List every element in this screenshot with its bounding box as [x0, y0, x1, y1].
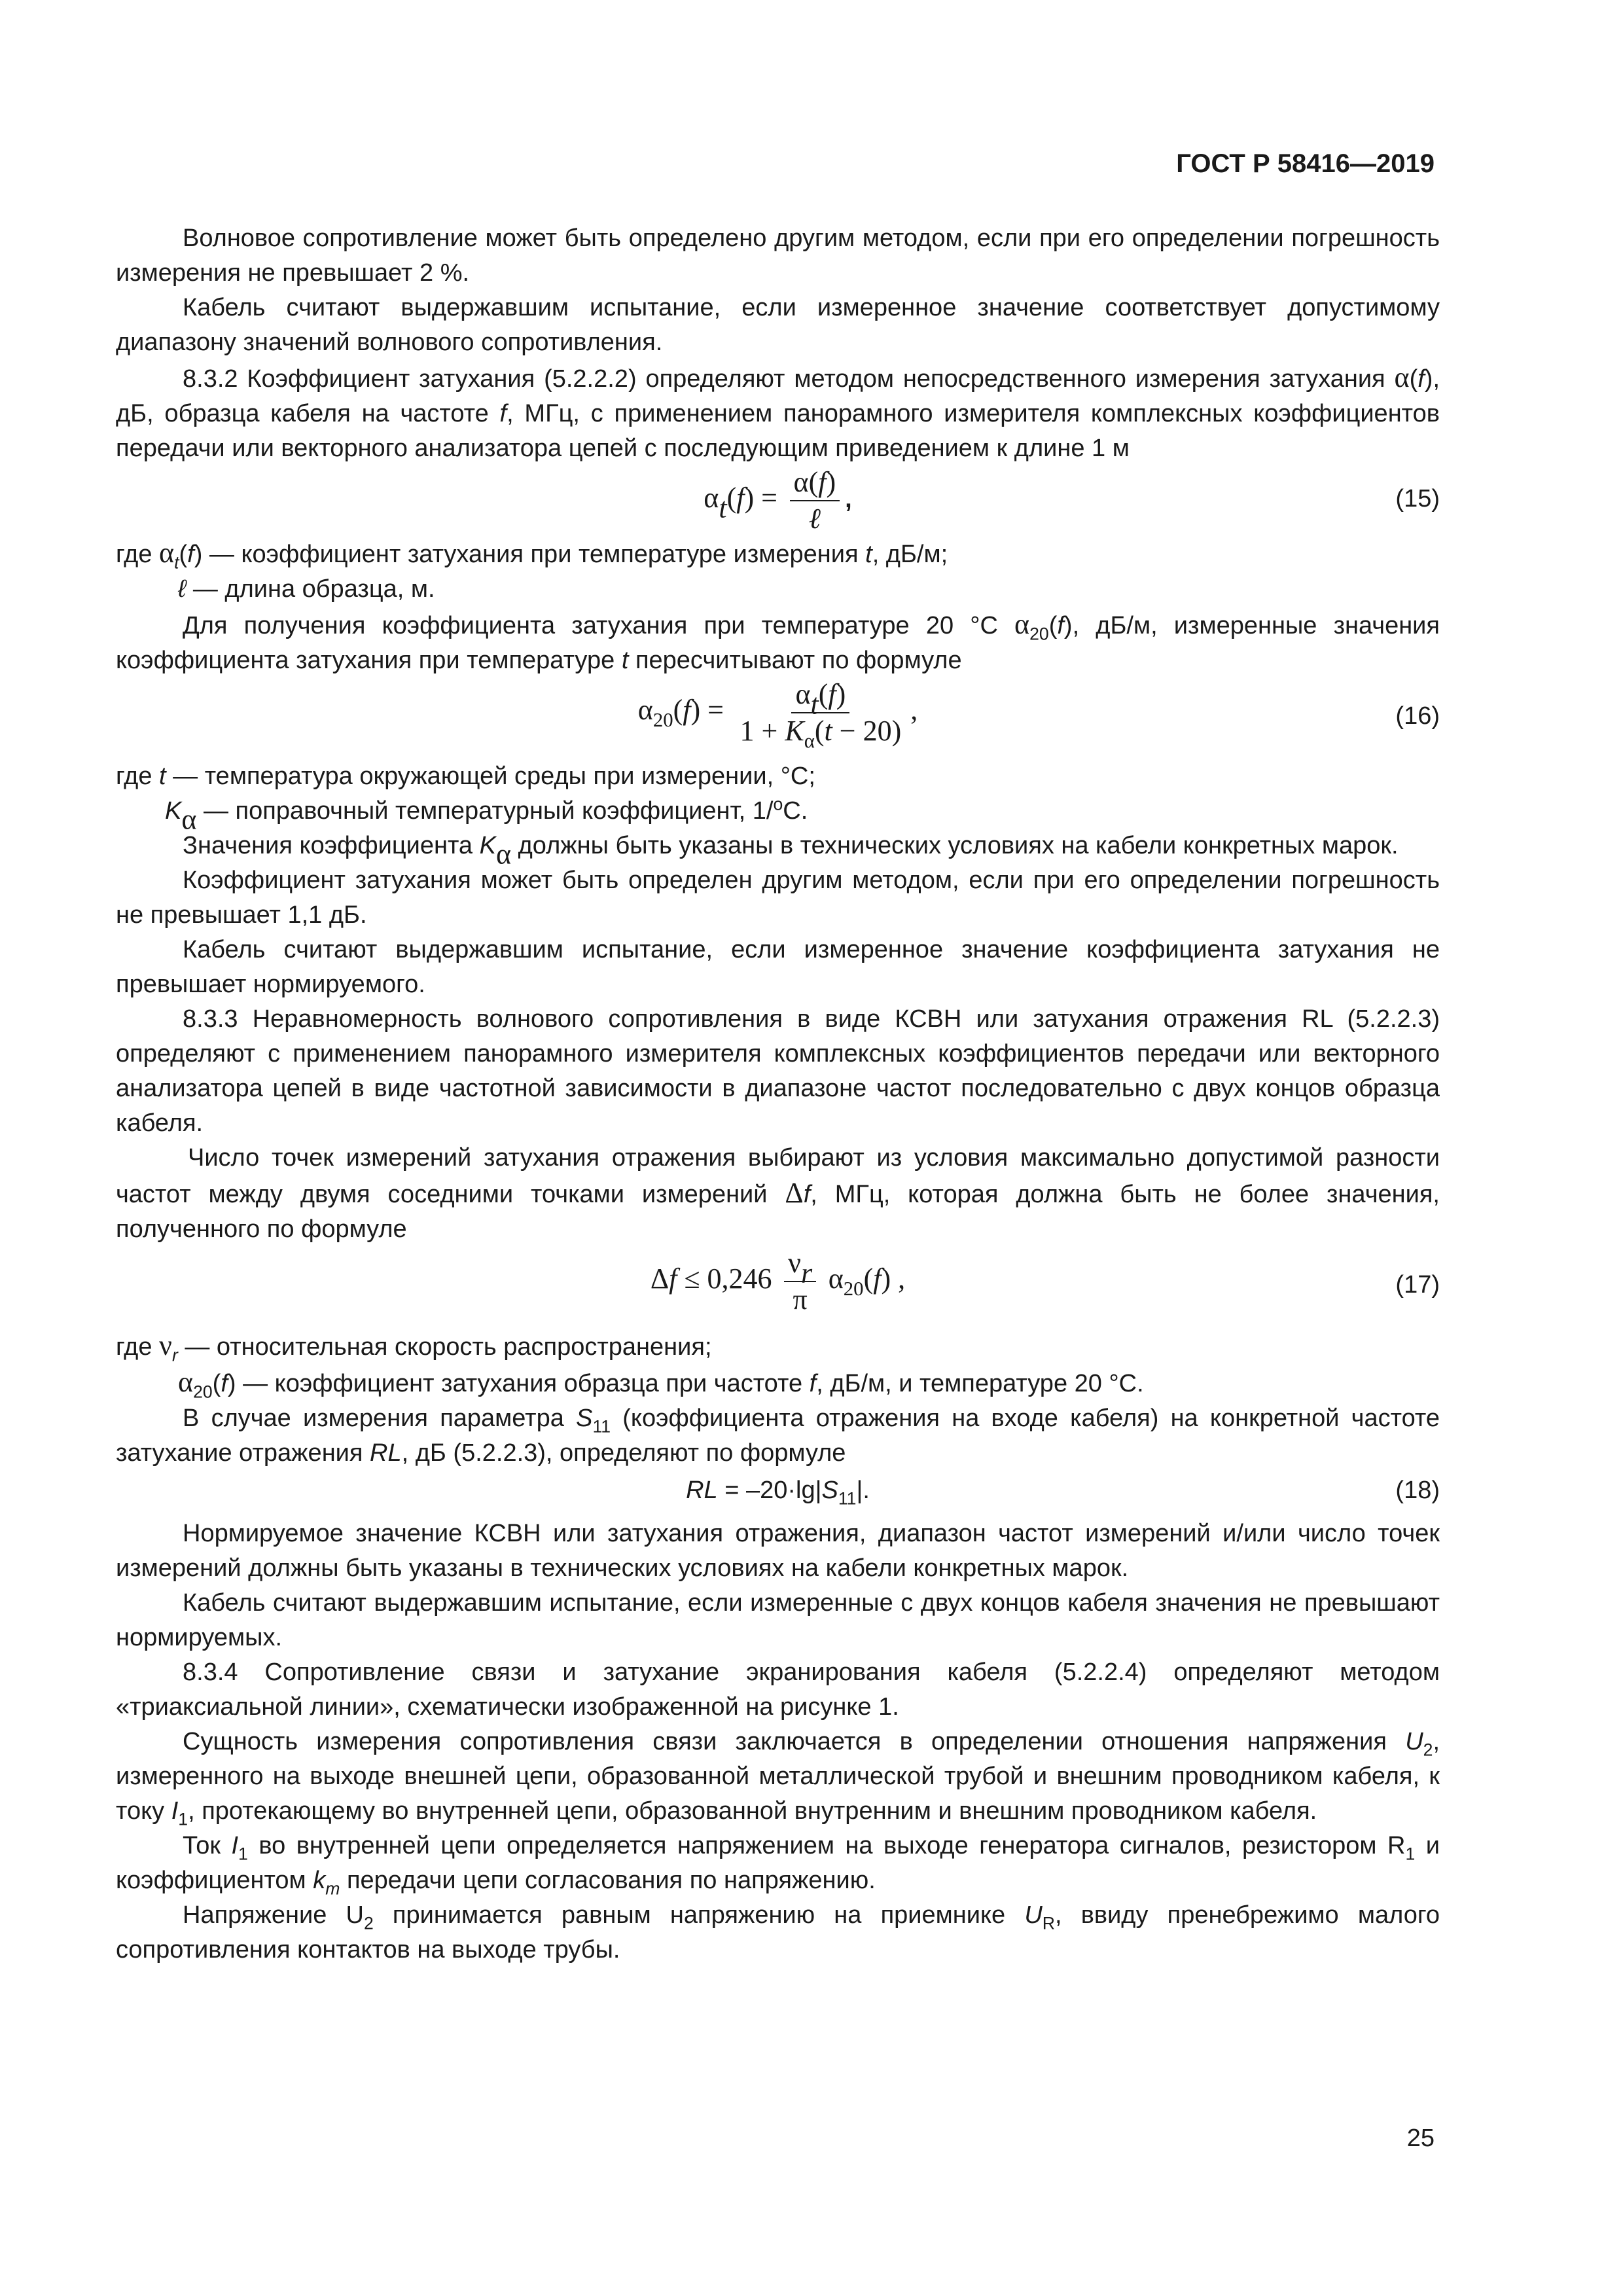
paragraph: Нормируемое значение КСВН или затухания отражения, диапазон частот измерений и/или число точек измерений должны быть указаны в технических условиях на кабели конкретных марок.: [116, 1520, 1440, 1582]
formula-16: $\alpha_{20}(f)$ = $\frac{\alpha_t(f)}{1 + K_\alpha(t - 20)}$ , (16): [637, 678, 1440, 752]
where-clause: где t — температура окружающей среды при измерении, °С;: [116, 762, 815, 790]
formula-18: RL = $-20\cdot\lg|S_{11}|$. (18): [116, 1471, 1440, 1516]
formula-15: $\alpha_t(f)$ = $\frac{\alpha(f)}{\text{ℓ}}$ , (15): [704, 466, 1440, 535]
paragraph: Напряжение $U_2$ принимается равным напряжению на приемнике $U_R$, ввиду пренебрежимо малого сопротивления контактов на выходе трубы.: [116, 1901, 1440, 1964]
paragraph: 8.3.4 Сопротивление связи и затухание экранирования кабеля (5.2.2.4) определяют методом «триаксиальной линии», схематически изображенной на рисунке 1.: [116, 1659, 1440, 1721]
paragraph: В случае измерения параметра $S_{11}$ (коэффициента отражения на входе кабеля) на конкретной частоте затухание отражения RL, дБ (5.2.2.3), определяют по формуле: [116, 1405, 1440, 1467]
paragraph: Коэффициент затухания может быть определен другим методом, если при его определении погрешность не превышает 1,1 дБ.: [116, 867, 1440, 929]
paragraph: Для получения коэффициента затухания при температуре 20 °С $\alpha_{20}(f)$, дБ/м, измеренные значения коэффициента затухания при температуре t пересчитывают по формуле: [116, 608, 1440, 674]
formula-number: (18): [1395, 1477, 1440, 1504]
document-code: ГОСТ Р 58416—2019: [1176, 149, 1435, 178]
formula-number: (17): [1395, 1271, 1440, 1299]
paragraph: Число точек измерений затухания отражения выбирают из условия максимально допустимой разности частот между двумя соседними точками измерений Δf, МГц, которая должна быть не более значения, полученного по формуле: [116, 1144, 1440, 1243]
paragraph: 8.3.2 Коэффициент затухания (5.2.2.2) определяют методом непосредственного измерения затухания α(f), дБ, образца кабеля на частоте f, МГц, с применением панорамного измерителя комплексных коэффициентов передачи или векторного анализатора цепей с последующим приведением к длине 1 м: [116, 361, 1440, 462]
paragraph: Кабель считают выдержавшим испытание, если измеренное значение коэффициента затухания не превышает нормируемого.: [116, 936, 1440, 998]
formula-17: Δf ≤ 0,246 $\frac{\nu_r}{\pi}$ $\alpha_{20}(f)$ , (17): [650, 1247, 1440, 1316]
paragraph: 8.3.3 Неравномерность волнового сопротивления в виде КСВН или затухания отражения RL (5.2.2.3) определяют с применением панорамного измерителя комплексных коэффициентов передачи или векторного анализатора цепей в виде частотной зависимости в диапазоне частот последовательно с двух концов образца кабеля.: [116, 1005, 1440, 1137]
where-clause: где $\alpha_t(f)$ — коэффициент затухания при температуре измерения t, дБ/м;: [116, 537, 948, 573]
paragraph: Волновое сопротивление может быть определено другим методом, если при его определении погрешность измерения не превышает 2 %.: [116, 224, 1440, 287]
formula-number: (16): [1395, 702, 1440, 730]
where-clause: $K_\alpha$ — поправочный температурный коэффициент, 1/$^o$С.: [165, 794, 808, 836]
paragraph: Сущность измерения сопротивления связи заключается в определении отношения напряжения $U_2$, измеренного на выходе внешней цепи, образованной металлической трубой и внешним проводником кабеля, к току $I_1$, протекающему во внутренней цепи, образованной внутренним и внешним проводником кабеля.: [116, 1728, 1440, 1829]
page-number: 25: [1406, 2125, 1435, 2152]
document-body: [116, 221, 1440, 1967]
where-clause: где $\nu_r$ — относительная скорость распространения;: [116, 1329, 712, 1365]
paragraph: Значения коэффициента $K_\alpha$ должны быть указаны в технических условиях на кабели конкретных марок.: [183, 832, 1399, 870]
paragraph: Ток $I_1$ во внутренней цепи определяется напряжением на выходе генератора сигналов, резистором $R_1$ и коэффициентом $k_m$ передачи цепи согласования по напряжению.: [116, 1832, 1440, 1899]
paragraph: Кабель считают выдержавшим испытание, если измеренные с двух концов кабеля значения не превышают нормируемых.: [116, 1589, 1440, 1651]
where-clause: $\alpha_{20}(f)$ — коэффициент затухания образца при частоте f, дБ/м, и температуре 20 °С.: [178, 1366, 1144, 1402]
formula-number: (15): [1395, 485, 1440, 512]
where-clause: ℓ — длина образца, м.: [178, 575, 435, 603]
paragraph: Кабель считают выдержавшим испытание, если измеренное значение соответствует допустимому диапазону значений волнового сопротивления.: [116, 294, 1440, 356]
